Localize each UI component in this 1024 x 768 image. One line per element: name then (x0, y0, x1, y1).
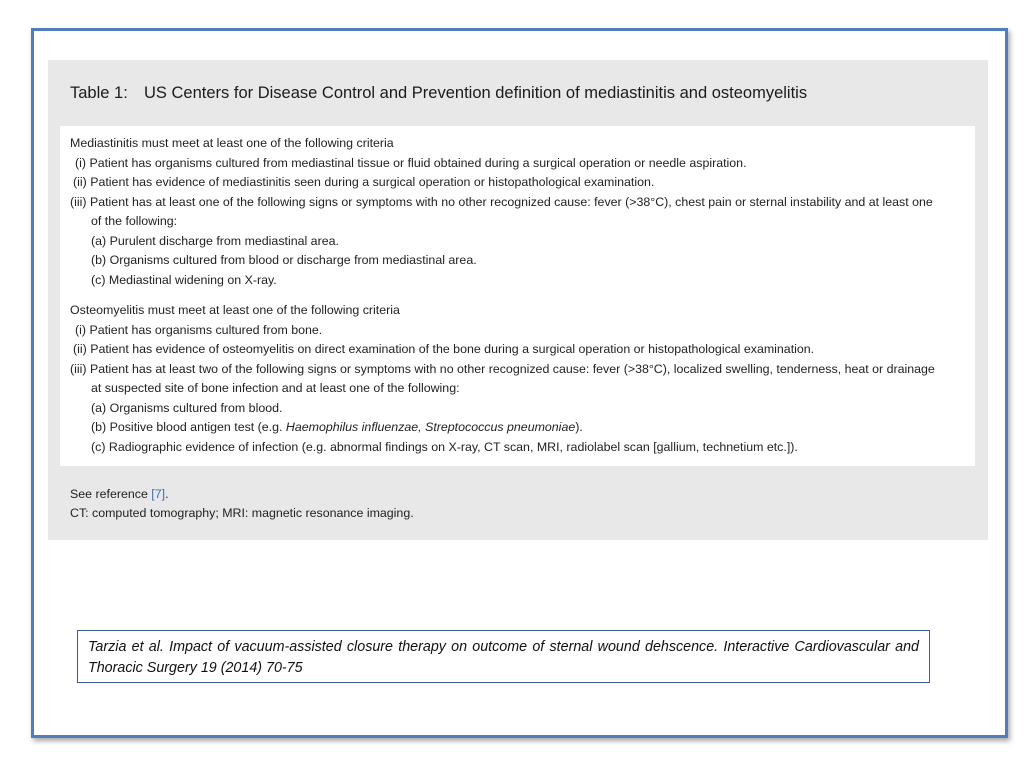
osteomyelitis-sub-a: (a) Organisms cultured from blood. (91, 400, 283, 415)
reference-link[interactable]: [7] (151, 487, 166, 501)
osteomyelitis-criterion-i: (i) Patient has organisms cultured from bone. (75, 322, 323, 337)
table-title (70, 84, 807, 103)
mediastinitis-criterion-iii-cont: of the following: (91, 214, 178, 228)
citation-box: Tarzia et al. Impact of vacuum-assisted closure therapy on outcome of sternal wound dehscence. Interactive Cardiovascular and Thoracic Surgery 19 (2014) 70-75 (77, 630, 930, 683)
table-footnotes (70, 485, 414, 523)
mediastinitis-section (70, 134, 933, 290)
mediastinitis-heading: Mediastinitis must meet at least one of the following criteria (70, 136, 394, 150)
mediastinitis-sub-c: (c) Mediastinal widening on X-ray. (91, 272, 277, 287)
footnote-ref-suffix: . (165, 487, 169, 501)
mediastinitis-criterion-ii: (ii) Patient has evidence of mediastinitis seen during a surgical operation or histopathological examination. (73, 175, 655, 189)
osteomyelitis-criterion-ii: (ii) Patient has evidence of osteomyelitis on direct examination of the bone during a surgical operation or histopathological examination. (73, 342, 815, 356)
mediastinitis-sub-b: (b) Organisms cultured from blood or discharge from mediastinal area. (91, 253, 477, 267)
footnote-ref-prefix: See reference (70, 487, 152, 501)
osteomyelitis-heading: Osteomyelitis must meet at least one of the following criteria (70, 303, 400, 317)
footnote-abbreviations: CT: computed tomography; MRI: magnetic resonance imaging. (70, 506, 414, 520)
footnote-reference (70, 485, 414, 504)
table-figure (48, 60, 988, 540)
mediastinitis-sub-a: (a) Purulent discharge from mediastinal area. (91, 233, 339, 248)
osteomyelitis-sub-b (70, 418, 935, 438)
table-label: Table 1: (70, 84, 128, 102)
table-title-text: US Centers for Disease Control and Prevention definition of mediastinitis and osteomyelitis (144, 84, 808, 102)
sub-b-prefix: (b) Positive blood antigen test (e.g. (91, 420, 286, 434)
osteomyelitis-criterion-iii: (iii) Patient has at least two of the following signs or symptoms with no other recognized cause: fever (>38°C), localized swelling, tenderness, heat or drainage (70, 361, 935, 376)
organism-separator: , (418, 420, 426, 434)
osteomyelitis-section (70, 301, 935, 457)
osteomyelitis-criterion-iii-cont: at suspected site of bone infection and at least one of the following: (91, 381, 460, 395)
organism-streptococcus: Streptococcus pneumoniae (425, 420, 576, 434)
mediastinitis-criterion-i: (i) Patient has organisms cultured from mediastinal tissue or fluid obtained during a surgical operation or needle aspiration. (75, 155, 747, 170)
mediastinitis-criterion-iii: (iii) Patient has at least one of the following signs or symptoms with no other recognized cause: fever (>38°C), chest pain or sternal instability and at least one (70, 194, 933, 209)
criteria-box (60, 126, 975, 466)
osteomyelitis-sub-c: (c) Radiographic evidence of infection (e.g. abnormal findings on X-ray, CT scan, MRI, radiolabel scan [gallium, technetium etc.]). (91, 439, 798, 454)
organism-haemophilus: Haemophilus influenzae (285, 420, 419, 434)
sub-b-suffix: ). (575, 420, 583, 434)
